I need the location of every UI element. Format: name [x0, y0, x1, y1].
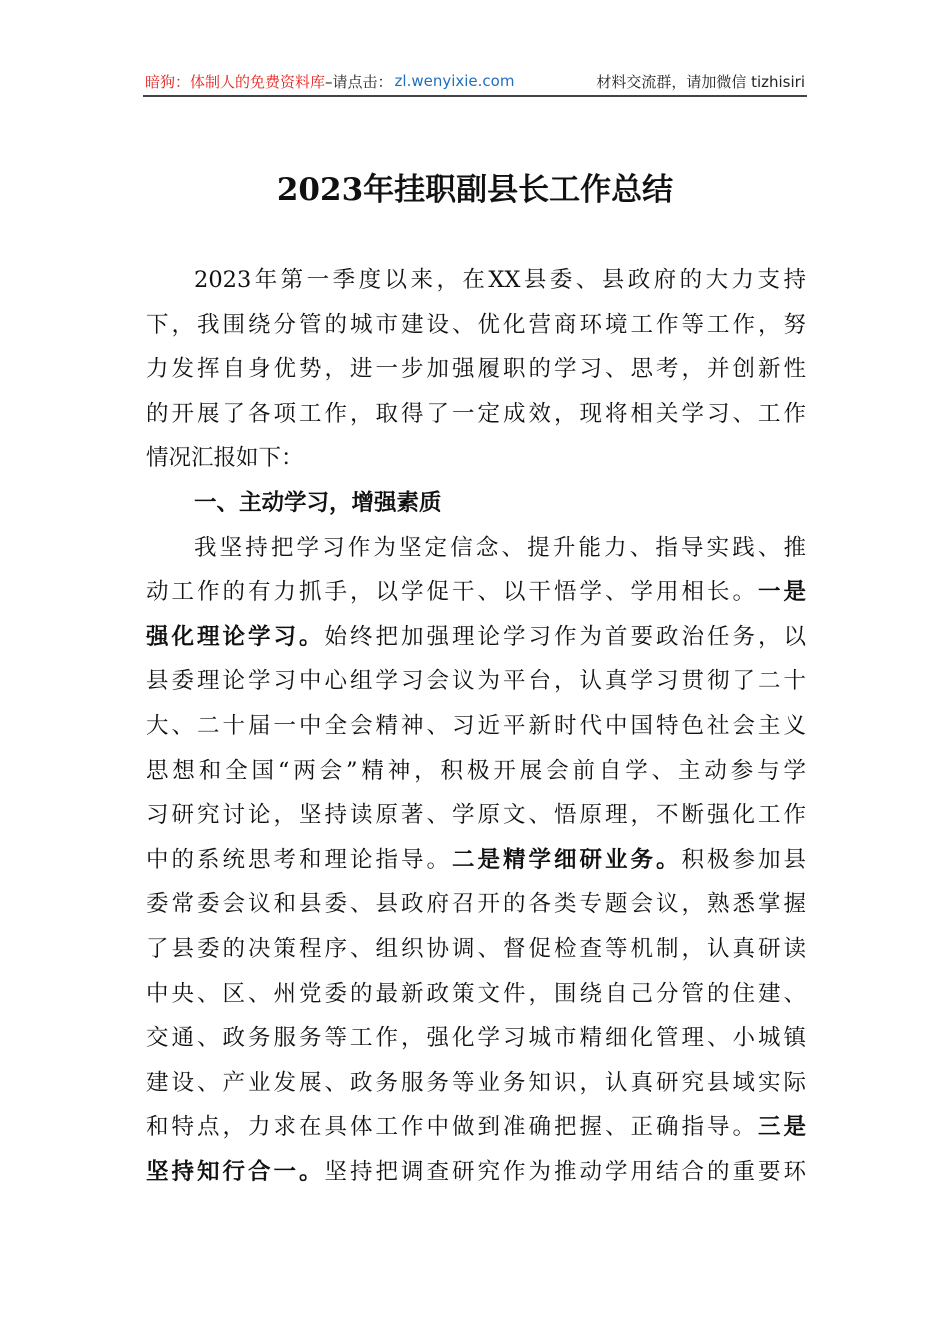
text-segment: 思想和全国“两会”精神，积极开展会前自学、主动参与学	[146, 757, 806, 784]
bold-phrase: 强化理论学习。	[146, 623, 325, 650]
watermark-header	[145, 68, 805, 94]
text-segment: 习研究讨论，坚持读原著、学原文、悟原理，不断强化工作	[146, 802, 806, 829]
text-segment: 始终把加强理论学习作为首要政治任务，以	[324, 623, 806, 650]
text-line	[146, 838, 806, 883]
document-title: 2023年挂职副县长工作总结	[276, 172, 674, 208]
text-segment: 2023年第一季度以来，在XX县委、县政府的大力支持	[194, 267, 806, 293]
text-segment: 交通、政务服务等工作，强化学习城市精细化管理、小城镇	[146, 1025, 806, 1052]
site-link[interactable]: zl.wenyixie.com	[394, 72, 515, 90]
bold-phrase: 坚持知行合一。	[146, 1158, 325, 1185]
text-line	[146, 570, 806, 615]
text-line	[146, 392, 806, 437]
site-label: 暗狗：体制人的免费资料库	[145, 72, 326, 91]
text-line	[146, 882, 806, 927]
text-segment: 力发挥自身优势，进一步加强履职的学习、思考，并创新性	[146, 356, 806, 383]
text-line	[146, 972, 806, 1017]
text-line	[146, 615, 806, 660]
text-line	[146, 659, 806, 704]
text-line	[146, 1150, 806, 1195]
text-segment: 委常委会议和县委、县政府召开的各类专题会议，熟悉掌握	[146, 891, 806, 918]
text-segment: 我坚持把学习作为坚定信念、提升能力、指导实践、推	[194, 534, 806, 561]
bold-phrase: 一是	[757, 579, 806, 606]
group-note: 材料交流群，请加微信 tizhisiri	[596, 72, 805, 91]
text-segment: 情况汇报如下：	[146, 445, 304, 472]
text-line	[146, 749, 806, 794]
text-line	[146, 793, 806, 838]
bold-phrase: 二是精学细研业务。	[451, 846, 682, 873]
text-segment: 一、主动学习，增强素质	[194, 489, 442, 516]
text-segment: 了县委的决策程序、组织协调、督促检查等机制，认真研读	[146, 935, 806, 962]
text-line	[146, 1061, 806, 1106]
text-segment: 坚持把调查研究作为推动学用结合的重要环	[324, 1158, 806, 1185]
text-segment: 动工作的有力抓手，以学促干、以干悟学、学用相长。	[146, 579, 758, 606]
text-line	[146, 704, 806, 749]
text-segment: 和特点，力求在具体工作中做到准确把握、正确指导。	[146, 1114, 758, 1141]
text-line	[146, 927, 806, 972]
text-line	[146, 526, 806, 571]
text-segment: 建设、产业发展、政务服务等业务知识，认真研究县域实际	[146, 1069, 806, 1096]
bold-phrase: 三是	[757, 1114, 806, 1141]
text-segment: 积极参加县	[681, 846, 806, 873]
text-segment: 大、二十届一中全会精神、习近平新时代中国特色社会主义	[146, 712, 806, 739]
text-line	[146, 347, 806, 392]
header-divider	[143, 95, 807, 97]
text-line	[146, 1105, 806, 1150]
text-segment: 县委理论学习中心组学习会议为平台，认真学习贯彻了二十	[146, 668, 806, 695]
document-body	[146, 258, 806, 1194]
text-line	[146, 1016, 806, 1061]
text-segment: 的开展了各项工作，取得了一定成效，现将相关学习、工作	[146, 400, 806, 427]
text-segment: 中的系统思考和理论指导。	[146, 846, 452, 873]
click-prompt: –请点击：	[325, 72, 393, 91]
section-heading	[146, 481, 806, 526]
text-segment: 中央、区、州党委的最新政策文件，围绕自己分管的住建、	[146, 980, 806, 1007]
text-line	[146, 303, 806, 348]
text-line	[146, 258, 806, 303]
text-line	[146, 436, 806, 481]
text-segment: 下，我围绕分管的城市建设、优化营商环境工作等工作，努	[146, 311, 806, 338]
